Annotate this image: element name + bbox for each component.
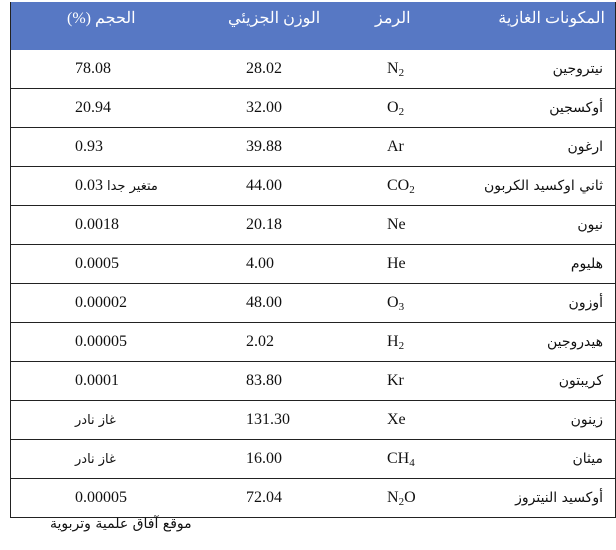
molecular-weight-cell: 16.00 xyxy=(204,440,363,479)
volume-note: غاز نادر xyxy=(75,413,116,428)
volume-note: غاز نادر xyxy=(75,452,116,467)
header-molecular-weight: الوزن الجزيئي xyxy=(204,2,363,50)
gas-name-cell: هليوم xyxy=(455,245,616,284)
gas-name-cell: نيون xyxy=(455,206,616,245)
table-header-row xyxy=(11,2,616,50)
symbol-subscript: 4 xyxy=(409,456,415,469)
volume-value: 0.00005 xyxy=(75,333,127,350)
volume-value: 0.00002 xyxy=(75,294,127,311)
footer-site-credit: موقع آفاق علمية وتربوية xyxy=(50,516,192,532)
molecular-weight-cell: 44.00 xyxy=(204,167,363,206)
table-row xyxy=(11,167,616,206)
volume-cell xyxy=(11,128,205,167)
volume-value: 78.08 xyxy=(75,60,111,77)
table-row xyxy=(11,50,616,89)
symbol-main: O xyxy=(387,293,399,311)
gas-components-table xyxy=(10,2,616,518)
table-body xyxy=(11,50,616,518)
table-row xyxy=(11,206,616,245)
volume-note: متغير جدا xyxy=(107,179,158,194)
volume-value: 20.94 xyxy=(75,99,111,116)
volume-value: 0.0001 xyxy=(75,372,119,389)
symbol-main: Xe xyxy=(387,410,406,428)
table-row xyxy=(11,245,616,284)
table-row xyxy=(11,362,616,401)
symbol-cell xyxy=(363,245,455,284)
header-gas-components: المكونات الغازية xyxy=(455,2,616,50)
header-symbol: الرمز xyxy=(363,2,455,50)
gas-name-cell: أوكسيد النيتروز xyxy=(455,479,616,518)
gas-name-cell: هيدروجين xyxy=(455,323,616,362)
symbol-main: He xyxy=(387,254,406,272)
table-row xyxy=(11,479,616,518)
symbol-cell xyxy=(363,479,455,518)
table-row xyxy=(11,401,616,440)
symbol-main: N xyxy=(387,59,399,77)
gas-name-cell: ميثان xyxy=(455,440,616,479)
gas-name-cell: نيتروجين xyxy=(455,50,616,89)
volume-value: 0.00005 xyxy=(75,489,127,506)
molecular-weight-cell: 2.02 xyxy=(204,323,363,362)
symbol-subscript: 3 xyxy=(398,300,405,313)
molecular-weight-cell: 4.00 xyxy=(204,245,363,284)
symbol-main: N xyxy=(387,488,399,506)
symbol-subscript: 2 xyxy=(398,339,405,352)
symbol-cell xyxy=(363,323,455,362)
volume-value: 0.93 xyxy=(75,138,103,155)
gas-name-cell: أوكسجين xyxy=(455,89,616,128)
symbol-main: Ne xyxy=(387,215,406,233)
volume-cell xyxy=(11,89,205,128)
volume-cell xyxy=(11,323,205,362)
symbol-cell xyxy=(363,440,455,479)
molecular-weight-cell: 131.30 xyxy=(204,401,363,440)
header-volume-percent: الحجم (%) xyxy=(11,2,205,50)
volume-cell xyxy=(11,245,205,284)
volume-cell xyxy=(11,362,205,401)
molecular-weight-cell: 39.88 xyxy=(204,128,363,167)
molecular-weight-cell: 48.00 xyxy=(204,284,363,323)
molecular-weight-cell: 83.80 xyxy=(204,362,363,401)
symbol-main: CH xyxy=(387,449,410,467)
symbol-cell xyxy=(363,362,455,401)
symbol-cell xyxy=(363,89,455,128)
gas-name-cell: ارغون xyxy=(455,128,616,167)
symbol-subscript: 2 xyxy=(398,105,405,118)
gas-name-cell: زينون xyxy=(455,401,616,440)
symbol-tail: O xyxy=(404,488,416,506)
table-row xyxy=(11,89,616,128)
molecular-weight-cell: 28.02 xyxy=(204,50,363,89)
table-row xyxy=(11,128,616,167)
table-row xyxy=(11,440,616,479)
molecular-weight-cell: 20.18 xyxy=(204,206,363,245)
volume-cell xyxy=(11,284,205,323)
symbol-subscript: 2 xyxy=(398,495,405,508)
volume-cell xyxy=(11,50,205,89)
volume-value: 0.0005 xyxy=(75,255,119,272)
symbol-main: H xyxy=(387,332,399,350)
symbol-cell xyxy=(363,206,455,245)
gas-name-cell: أوزون xyxy=(455,284,616,323)
gas-name-cell: كريبتون xyxy=(455,362,616,401)
table-row xyxy=(11,323,616,362)
symbol-main: O xyxy=(387,98,399,116)
table-row xyxy=(11,284,616,323)
volume-value: 0.0018 xyxy=(75,216,119,233)
molecular-weight-cell: 72.04 xyxy=(204,479,363,518)
volume-cell xyxy=(11,401,205,440)
symbol-cell xyxy=(363,50,455,89)
volume-cell xyxy=(11,206,205,245)
volume-cell xyxy=(11,440,205,479)
volume-cell xyxy=(11,479,205,518)
volume-value: 0.03 xyxy=(75,177,103,194)
molecular-weight-cell: 32.00 xyxy=(204,89,363,128)
symbol-main: CO xyxy=(387,176,410,194)
symbol-main: Kr xyxy=(387,371,404,389)
gas-name-cell: ثاني اوكسيد الكربون xyxy=(455,167,616,206)
symbol-main: Ar xyxy=(387,137,404,155)
symbol-cell xyxy=(363,401,455,440)
symbol-cell xyxy=(363,128,455,167)
symbol-subscript: 2 xyxy=(398,66,405,79)
symbol-cell xyxy=(363,167,455,206)
symbol-subscript: 2 xyxy=(409,183,415,196)
volume-cell xyxy=(11,167,205,206)
symbol-cell xyxy=(363,284,455,323)
